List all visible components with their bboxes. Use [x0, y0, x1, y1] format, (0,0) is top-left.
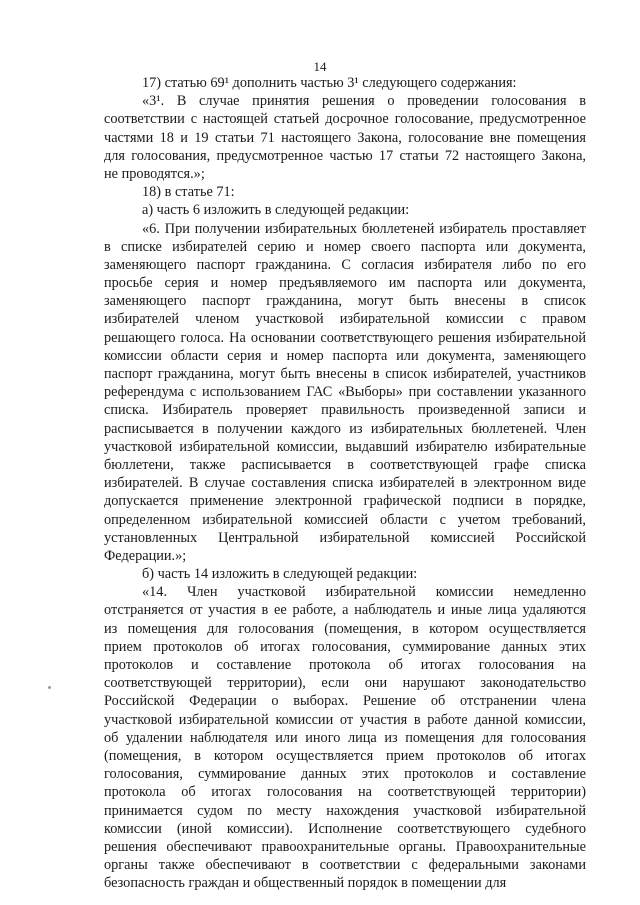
text-line: б) часть 14 изложить в следующей редакции:: [142, 566, 418, 583]
text-line: участковой избирательной комиссии, выдавший избирателю избирательные: [104, 438, 586, 455]
paragraph-p7: [104, 583, 586, 892]
paragraph-p1: [104, 74, 586, 92]
text-line: решения обеспечивают правоохранительные органы. Правоохранительные: [104, 838, 586, 855]
paragraph-p6: [104, 565, 586, 583]
text-line: бюллетени, также расписывается в соответствующей графе списка: [104, 456, 586, 473]
text-line: «3¹. В случае принятия решения о проведении голосования в: [142, 93, 586, 110]
text-line: в списке избирателей серию и номер своего паспорта или документа,: [104, 238, 586, 255]
text-line: расписывается в получении каждого из избирательных бюллетеней. Член: [104, 420, 586, 437]
text-line: 18) в статье 71:: [142, 184, 235, 201]
text-line: об удалении наблюдателя или иного лица из помещения для голосования: [104, 729, 586, 746]
text-line: для голосования, предусмотренное частью 17 статьи 72 настоящего Закона,: [104, 147, 586, 164]
paragraph-p5: [104, 220, 586, 566]
text-line: допускается применение электронной графической подписи в порядке,: [104, 493, 586, 510]
text-line: решающего голоса. На основании соответствующего решения избирательной: [104, 329, 586, 346]
text-line: протоколов и составление протокола об итогах голосования на: [104, 657, 586, 673]
text-line: референдума с использованием ГАС «Выборы» при составлении указанного: [104, 384, 586, 401]
text-line: отстраняется от участия в ее работе, а наблюдатель и иные лица удаляются: [104, 602, 586, 619]
text-line: Российской Федерации о выборах. Решение об отстранении члена: [104, 693, 586, 710]
text-line: определенном избирательной комиссией области с учетом требований,: [104, 511, 586, 528]
text-line: 17) статью 69¹ дополнить частью 3¹ следующего содержания:: [142, 75, 517, 91]
text-line: протокола об итогах голосования на соответствующей территории): [104, 784, 586, 801]
paragraph-p2: [104, 92, 586, 183]
text-line: безопасность граждан и общественный порядок в помещении для: [104, 875, 507, 892]
text-line: из помещения для голосования (помещения, в котором осуществляется: [104, 620, 586, 637]
page-number: 14: [313, 59, 327, 74]
paragraph-p4: [104, 201, 586, 219]
text-line: частями 18 и 19 статьи 71 настоящего Закона, голосование вне помещения: [104, 129, 586, 146]
text-line: «14. Член участковой избирательной комиссии немедленно: [142, 584, 586, 601]
text-line: «6. При получении избирательных бюллетеней избиратель проставляет: [142, 220, 586, 237]
text-line: не проводятся.»;: [104, 165, 205, 182]
document-body: [104, 74, 586, 892]
text-line: списка. Избиратель проверяет правильность произведенной записи и: [104, 402, 586, 419]
paragraph-p3: [104, 183, 586, 201]
text-line: установленных Центральной избирательной комиссией Российской: [104, 529, 586, 546]
text-line: комиссии (иной комиссии). Исполнение соответствующего судебного: [104, 820, 586, 837]
scan-speck: [48, 686, 51, 689]
text-line: просьбе серия и номер предъявляемого им паспорта или документа,: [104, 275, 586, 292]
text-line: голосования, суммирование данных этих протоколов и составление: [104, 766, 586, 783]
text-line: паспорт гражданина, могут быть внесены в список избирателей, участников: [104, 366, 586, 382]
text-line: заменяющего паспорт гражданина, могут быть внесены в список: [104, 293, 586, 310]
text-line: прием протоколов об итогах голосования, суммирование данных этих: [104, 638, 586, 655]
text-line: комиссии области серия и номер паспорта или документа, заменяющего: [104, 347, 586, 364]
text-line: соответствующей территории), если они нарушают законодательство: [104, 675, 586, 692]
text-line: а) часть 6 изложить в следующей редакции:: [142, 202, 410, 219]
text-line: Федерации.»;: [104, 547, 187, 564]
text-line: органы также обеспечивают в соответствии с федеральными законами: [104, 857, 586, 874]
text-line: (помещения, в котором осуществляется прием протоколов об итогах: [104, 747, 586, 764]
text-line: соответствии с настоящей статьей досрочное голосование, предусмотренное: [104, 111, 586, 128]
text-line: принимается судом по месту нахождения участковой избирательной: [104, 802, 586, 819]
text-line: заменяющего паспорт гражданина. С согласия избирателя либо по его: [104, 256, 586, 273]
text-line: участковой избирательной комиссии от участия в работе данной комиссии,: [104, 711, 586, 728]
text-line: избирателей. В случае составления списка избирателей в электронном виде: [104, 475, 586, 492]
text-line: избирателей членом участковой избирательной комиссии с правом: [104, 311, 586, 328]
